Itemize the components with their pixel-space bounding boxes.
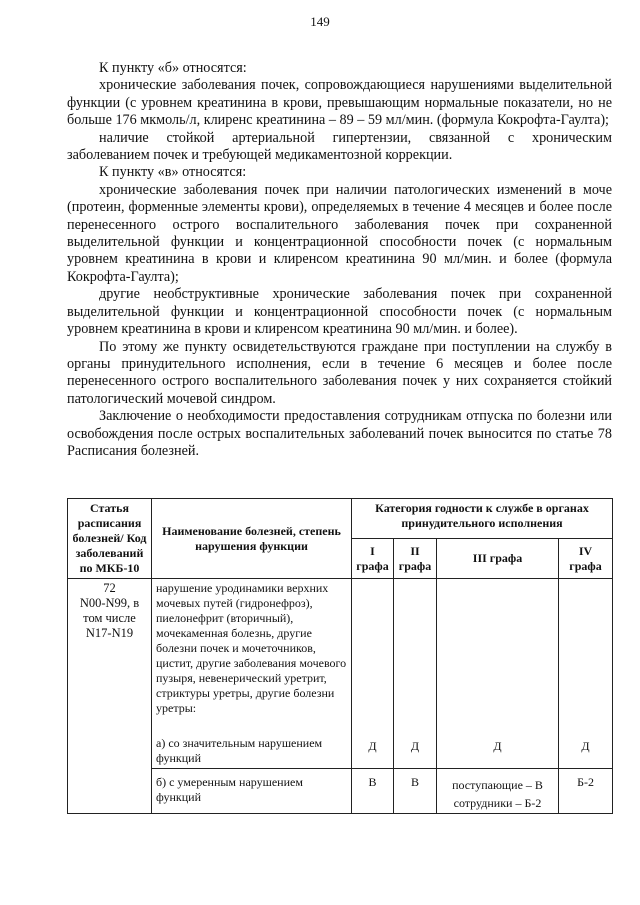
header-graph-3: III графа (437, 539, 559, 579)
disease-schedule-table (67, 498, 613, 814)
page-number: 149 (310, 14, 330, 29)
paragraph: К пункту «в» относятся: (99, 164, 247, 181)
row-b-graph-1: В (352, 769, 394, 814)
row-b-graph-2: В (394, 769, 437, 814)
disease-description: нарушение уродинамики верхних мочевых путей (гидронефроз), пиелонефрит (вторичный), мочекаменная болезнь, другие болезни почек и мочеточников, цистит, другие заболевания мочевого пузыря, невенерический уретрит, стриктуры уретры, другие болезни уретры: (156, 581, 347, 715)
article-number: 72 (103, 581, 116, 595)
header-graph-4: IV графа (559, 539, 613, 579)
row-b-graph-3 (437, 769, 559, 814)
disease-name-cell (152, 579, 352, 769)
row-b-label: б) с умеренным нарушением функций (152, 769, 352, 814)
header-fitness-category: Категория годности к службе в органах принудительного исполнения (352, 499, 613, 539)
paragraph: хронические заболевания почек, сопровождающиеся нарушениями выделительной функции (с уровнем креатинина в крови, превышающим нормальные показатели, но не больше 176 мкмоль/л, клиренс креатинина – 89 – 59 мл/мин. (формула Кокрофта-Гаулта); (67, 77, 612, 129)
row-b-graph-4: Б-2 (559, 769, 613, 814)
header-article-code: Статья расписания болезней/ Код заболеваний по МКБ-10 (68, 499, 152, 579)
row-a-graph-2: Д (394, 579, 437, 769)
paragraph: Заключение о необходимости предоставления сотрудникам отпуска по болезни или освобождения после острых воспалительных заболеваний почек выносится по статье 78 Расписания болезней. (67, 408, 612, 459)
row-b-graph-3-line-1: поступающие – В (452, 778, 543, 792)
row-a-graph-3: Д (437, 579, 559, 769)
row-a-label: а) со значительным нарушением функций (156, 736, 323, 765)
table-row (68, 579, 613, 769)
header-disease-name: Наименование болезней, степень нарушения функции (152, 499, 352, 579)
row-a-graph-4: Д (559, 579, 613, 769)
row-b-graph-3-line-2: сотрудники – Б-2 (453, 796, 542, 810)
paragraph: другие необструктивные хронические заболевания почек при сохраненной выделительной функции и концентрационной способности почек (с нормальным уровнем креатинина в крови и клиренсом креатинина 90 мл/мин. и более). (67, 286, 612, 338)
row-a-graph-1: Д (352, 579, 394, 769)
paragraph: К пункту «б» относятся: (99, 60, 247, 76)
paragraph: наличие стойкой артериальной гипертензии, связанной с хроническим заболеванием почек и требующей медикаментозной коррекции. (67, 129, 612, 164)
header-graph-2: II графа (394, 539, 437, 579)
table-header-row (68, 499, 613, 539)
article-cell (68, 579, 152, 814)
paragraph: хронические заболевания почек при наличии патологических изменений в моче (протеин, форменные элементы крови), определяемых в течение 4 месяцев и более после перенесенного острого воспалительного заболевания почек при сохраненной выделительной функции и концентрационной способности почек (с нормальным уровнем креатинина в крови и клиренсом креатинина 90 мл/мин. и более (формула Кокрофта-Гаулта); (67, 181, 612, 285)
article-codes: N00-N99, в том числе N17-N19 (79, 596, 140, 640)
header-graph-1: I графа (352, 539, 394, 579)
paragraph: По этому же пункту освидетельствуются граждане при поступлении на службу в органы принудительного исполнения, если в течение 6 месяцев и более после перенесенного острого воспалительного заболевания почек у них сохраняется стойкий патологический мочевой синдром. (67, 338, 612, 407)
body-text (67, 60, 612, 460)
